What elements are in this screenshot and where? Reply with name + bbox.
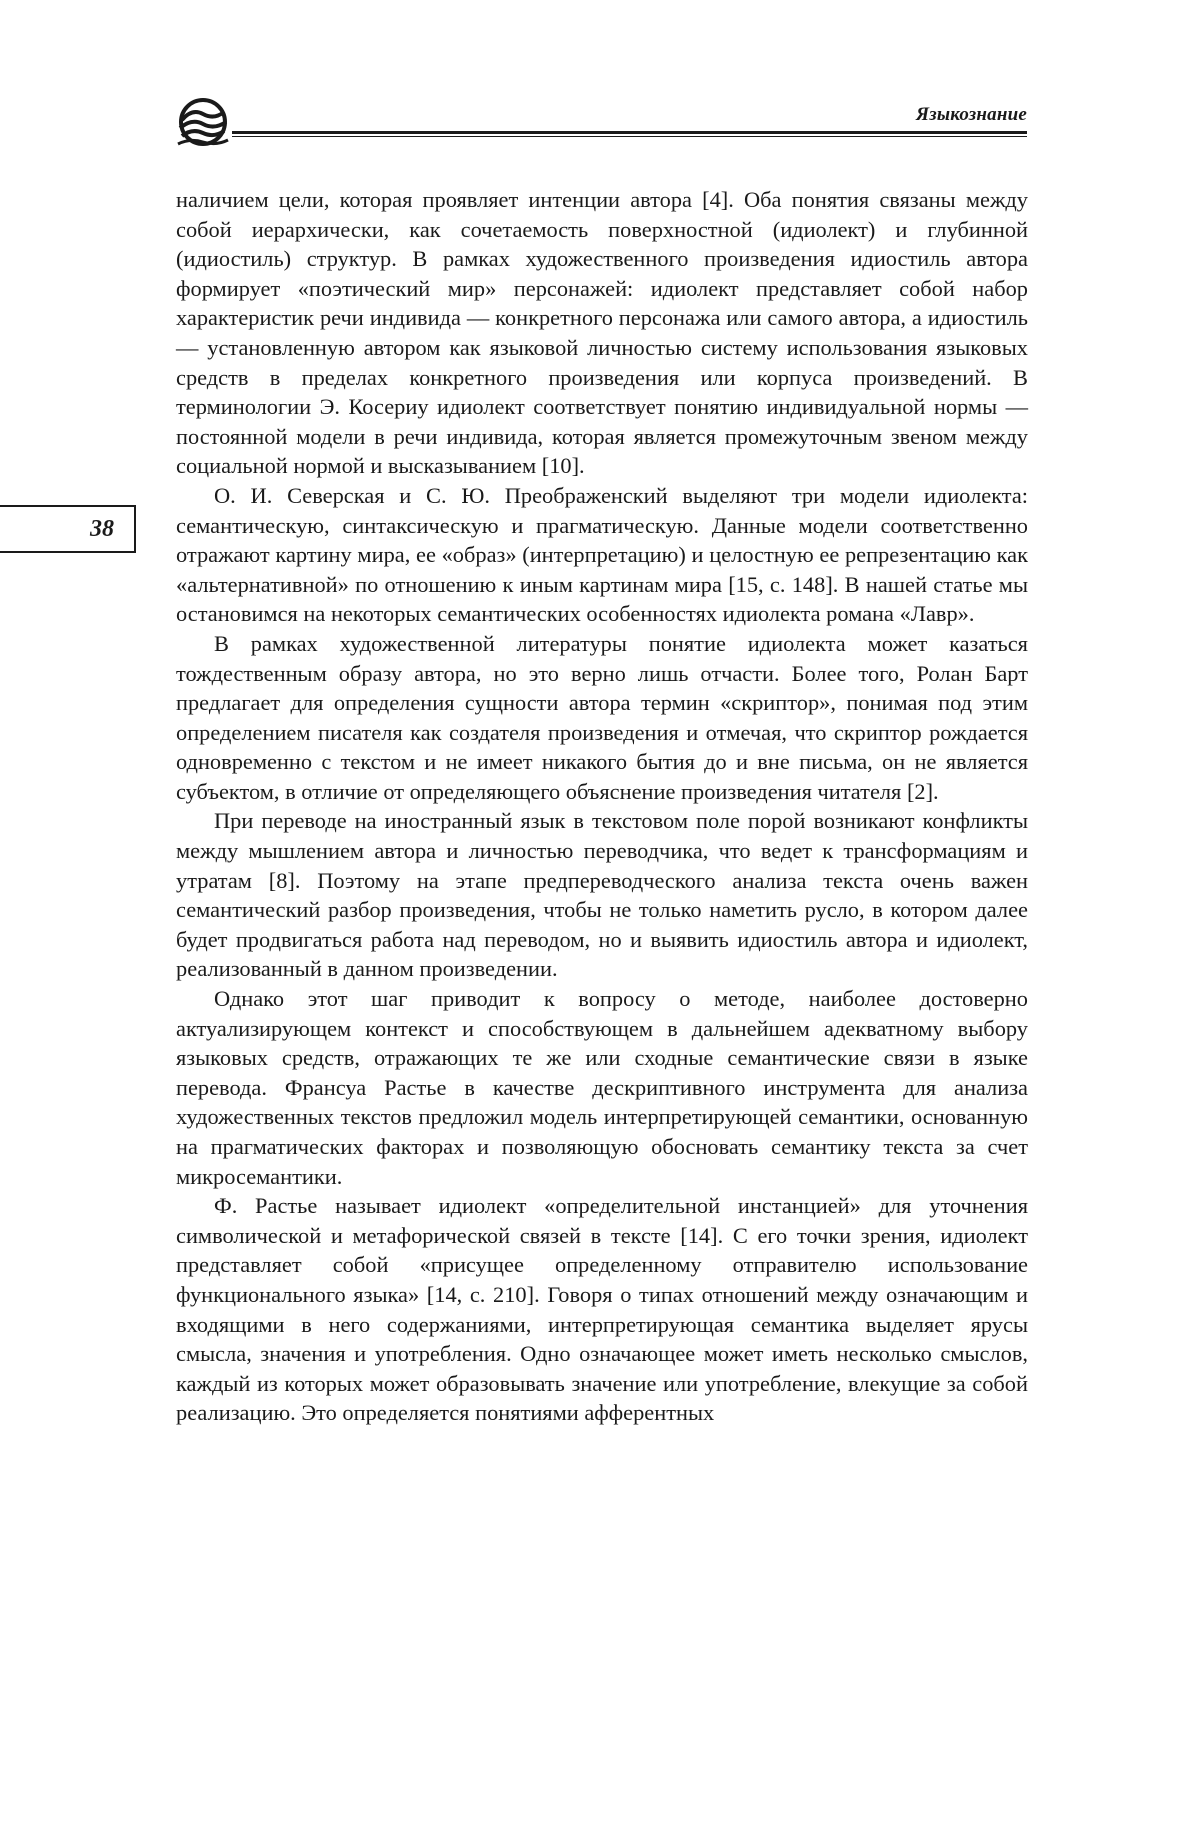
paragraph: При переводе на иностранный язык в текстовом поле порой возникают конфликты между мышлением автора и личностью переводчика, что ведет к трансформациям и утратам [8]. Поэтому на этапе предпереводческого анализа текста очень важен семантический разбор произведения, чтобы не только наметить русло, в котором далее будет продвигаться работа над переводом, но и выявить идиостиль автора и идиолект, реализованный в данном произведении. [176, 808, 1028, 982]
header-rule-thick [232, 131, 1027, 134]
page-number: 38 [90, 516, 114, 542]
article-body [176, 185, 1028, 1428]
paragraph: Однако этот шаг приводит к вопросу о методе, наиболее достоверно актуализирующем контекст и способствующем в дальнейшем адекватному выбору языковых средств, отражающих те же или сходные семантические связи в языке перевода. Франсуа Растье в качестве дескриптивного инструмента для анализа художественных текстов предложил модель интерпретирующей семантики, основанную на прагматических факторах и позволяющую обосновать семантику текста за счет микросемантики. [176, 986, 1028, 1189]
paragraph: Ф. Растье называет идиолект «определительной инстанцией» для уточнения символической и метафорической связей в тексте [14]. С его точки зрения, идиолект представляет собой «присущее определенному отправителю использование функционального языка» [14, с. 210]. Говоря о типах отношений между означающим и входящими в него содержаниями, интерпретирующая семантика выделяет ярусы смысла, значения и употребления. Одно означающее может иметь несколько смыслов, каждый из которых может образовывать значение или употребление, влекущие за собой реализацию. Это определяется понятиями афферентных [176, 1193, 1028, 1426]
paragraph: наличием цели, которая проявляет интенции автора [4]. Оба понятия связаны между собой иерархически, как сочетаемость поверхностной (идиолект) и глубинной (идиостиль) структур. В рамках художественного произведения идиостиль автора формирует «поэтический мир» персонажей: идиолект представляет собой набор характеристик речи индивида — конкретного персонажа или самого автора, а идиостиль — установленную автором как языковой личностью систему использования языковых средств в пределах конкретного произведения или корпуса произведений. В терминологии Э. Косериу идиолект соответствует понятию индивидуальной нормы — постоянной модели в речи индивида, которая является промежуточным звеном между социальной нормой и высказыванием [10]. [176, 187, 1028, 479]
paragraph: В рамках художественной литературы понятие идиолекта может казаться тождественным образу автора, но это верно лишь отчасти. Более того, Ролан Барт предлагает для определения сущности автора термин «скриптор», понимая под этим определением писателя как создателя произведения и отмечая, что скриптор рождается одновременно с текстом и не имеет никакого бытия до и вне письма, он не является субъектом, в отличие от определяющего объяснение произведения читателя [2]. [176, 630, 1028, 804]
section-title: Языкознание [915, 104, 1027, 125]
page-number-box [0, 505, 136, 553]
running-header [174, 98, 1027, 148]
header-rule-thin [232, 136, 1027, 137]
journal-logo-icon [174, 98, 232, 156]
paragraph: О. И. Северская и С. Ю. Преображенский выделяют три модели идиолекта: семантическую, синтаксическую и прагматическую. Данные модели соответственно отражают картину мира, ее «образ» (интерпретацию) и целостную ее репрезентацию как «альтернативной» по отношению к иным картинам мира [15, с. 148]. В нашей статье мы остановимся на некоторых семантических особенностях идиолекта романа «Лавр». [176, 482, 1028, 627]
